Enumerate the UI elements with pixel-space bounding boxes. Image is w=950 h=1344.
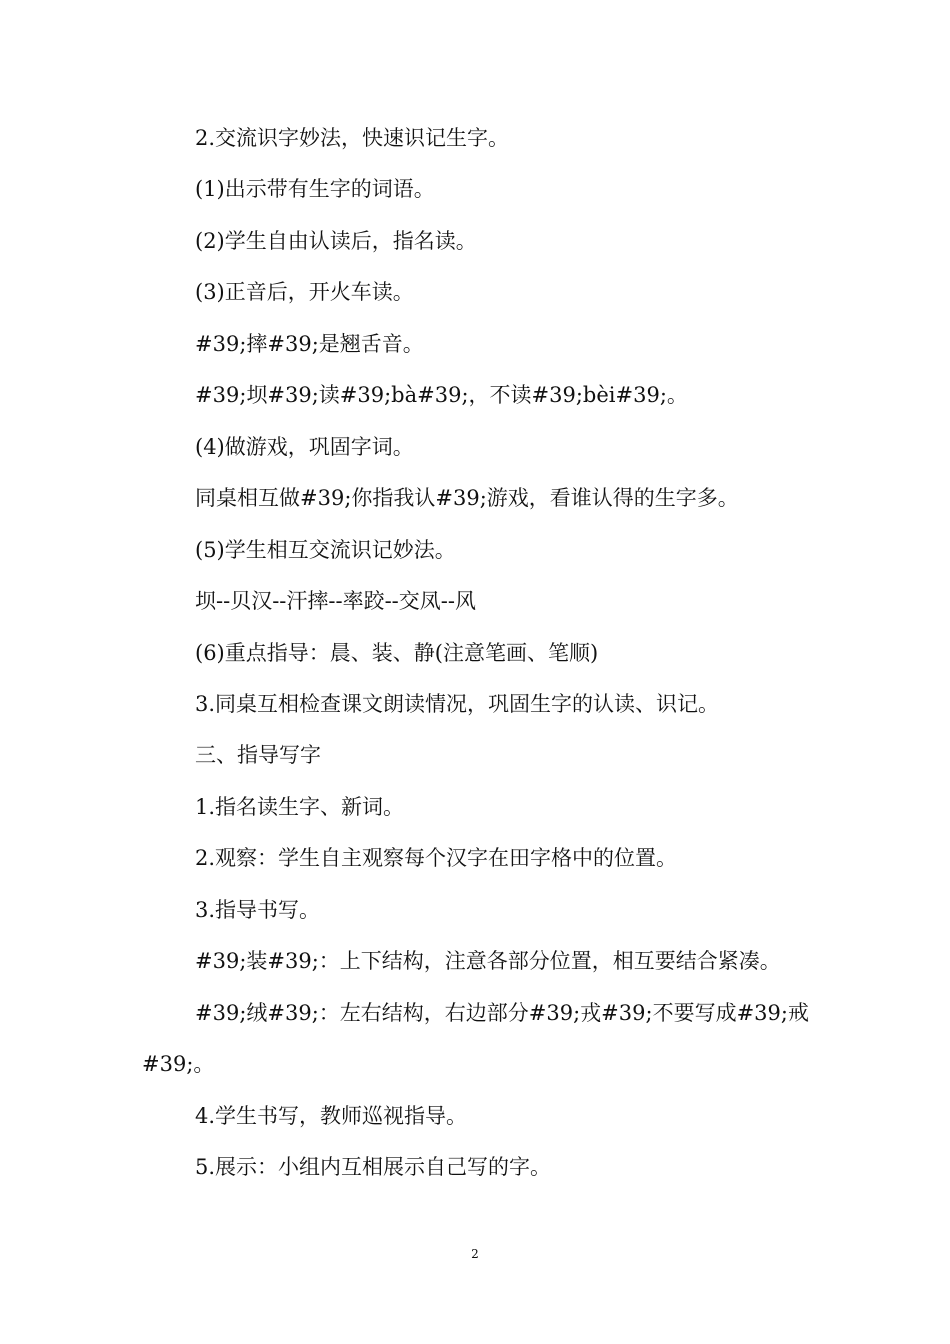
paragraph-line: 2.观察：学生自主观察每个汉字在田字格中的位置。 — [195, 846, 678, 870]
page-number: 2 — [471, 1247, 479, 1261]
paragraph-line: (3)正音后，开火车读。 — [195, 280, 414, 304]
paragraph-line: (5)学生相互交流识记妙法。 — [195, 538, 456, 562]
paragraph-line: (1)出示带有生字的词语。 — [195, 177, 435, 201]
paragraph-line: #39;绒#39;：左右结构，右边部分#39;戎#39;不要写成#39;戒 — [195, 1001, 809, 1025]
section-heading: 三、指导写字 — [195, 743, 321, 767]
paragraph-line: 5.展示：小组内互相展示自己写的字。 — [195, 1155, 552, 1179]
paragraph-line: 3.同桌互相检查课文朗读情况，巩固生字的认读、识记。 — [195, 692, 720, 716]
paragraph-line-continuation: #39;。 — [142, 1052, 215, 1076]
paragraph-line: (2)学生自由认读后，指名读。 — [195, 229, 477, 253]
paragraph-line: 2.交流识字妙法，快速识记生字。 — [195, 126, 510, 150]
paragraph-line: #39;坝#39;读#39;bà#39;，不读#39;bèi#39;。 — [195, 383, 688, 407]
paragraph-line: (4)做游戏，巩固字词。 — [195, 435, 414, 459]
paragraph-line: 同桌相互做#39;你指我认#39;游戏，看谁认得的生字多。 — [195, 486, 739, 510]
paragraph-line: (6)重点指导：晨、装、静(注意笔画、笔顺) — [195, 641, 599, 665]
paragraph-line: #39;摔#39;是翘舌音。 — [195, 332, 424, 356]
paragraph-line: 3.指导书写。 — [195, 898, 321, 922]
paragraph-line: 4.学生书写，教师巡视指导。 — [195, 1104, 468, 1128]
paragraph-line: 1.指名读生字、新词。 — [195, 795, 405, 819]
paragraph-line: #39;装#39;：上下结构，注意各部分位置，相互要结合紧凑。 — [195, 949, 781, 973]
paragraph-line: 坝--贝汉--汗摔--率跤--交凤--风 — [195, 589, 476, 613]
